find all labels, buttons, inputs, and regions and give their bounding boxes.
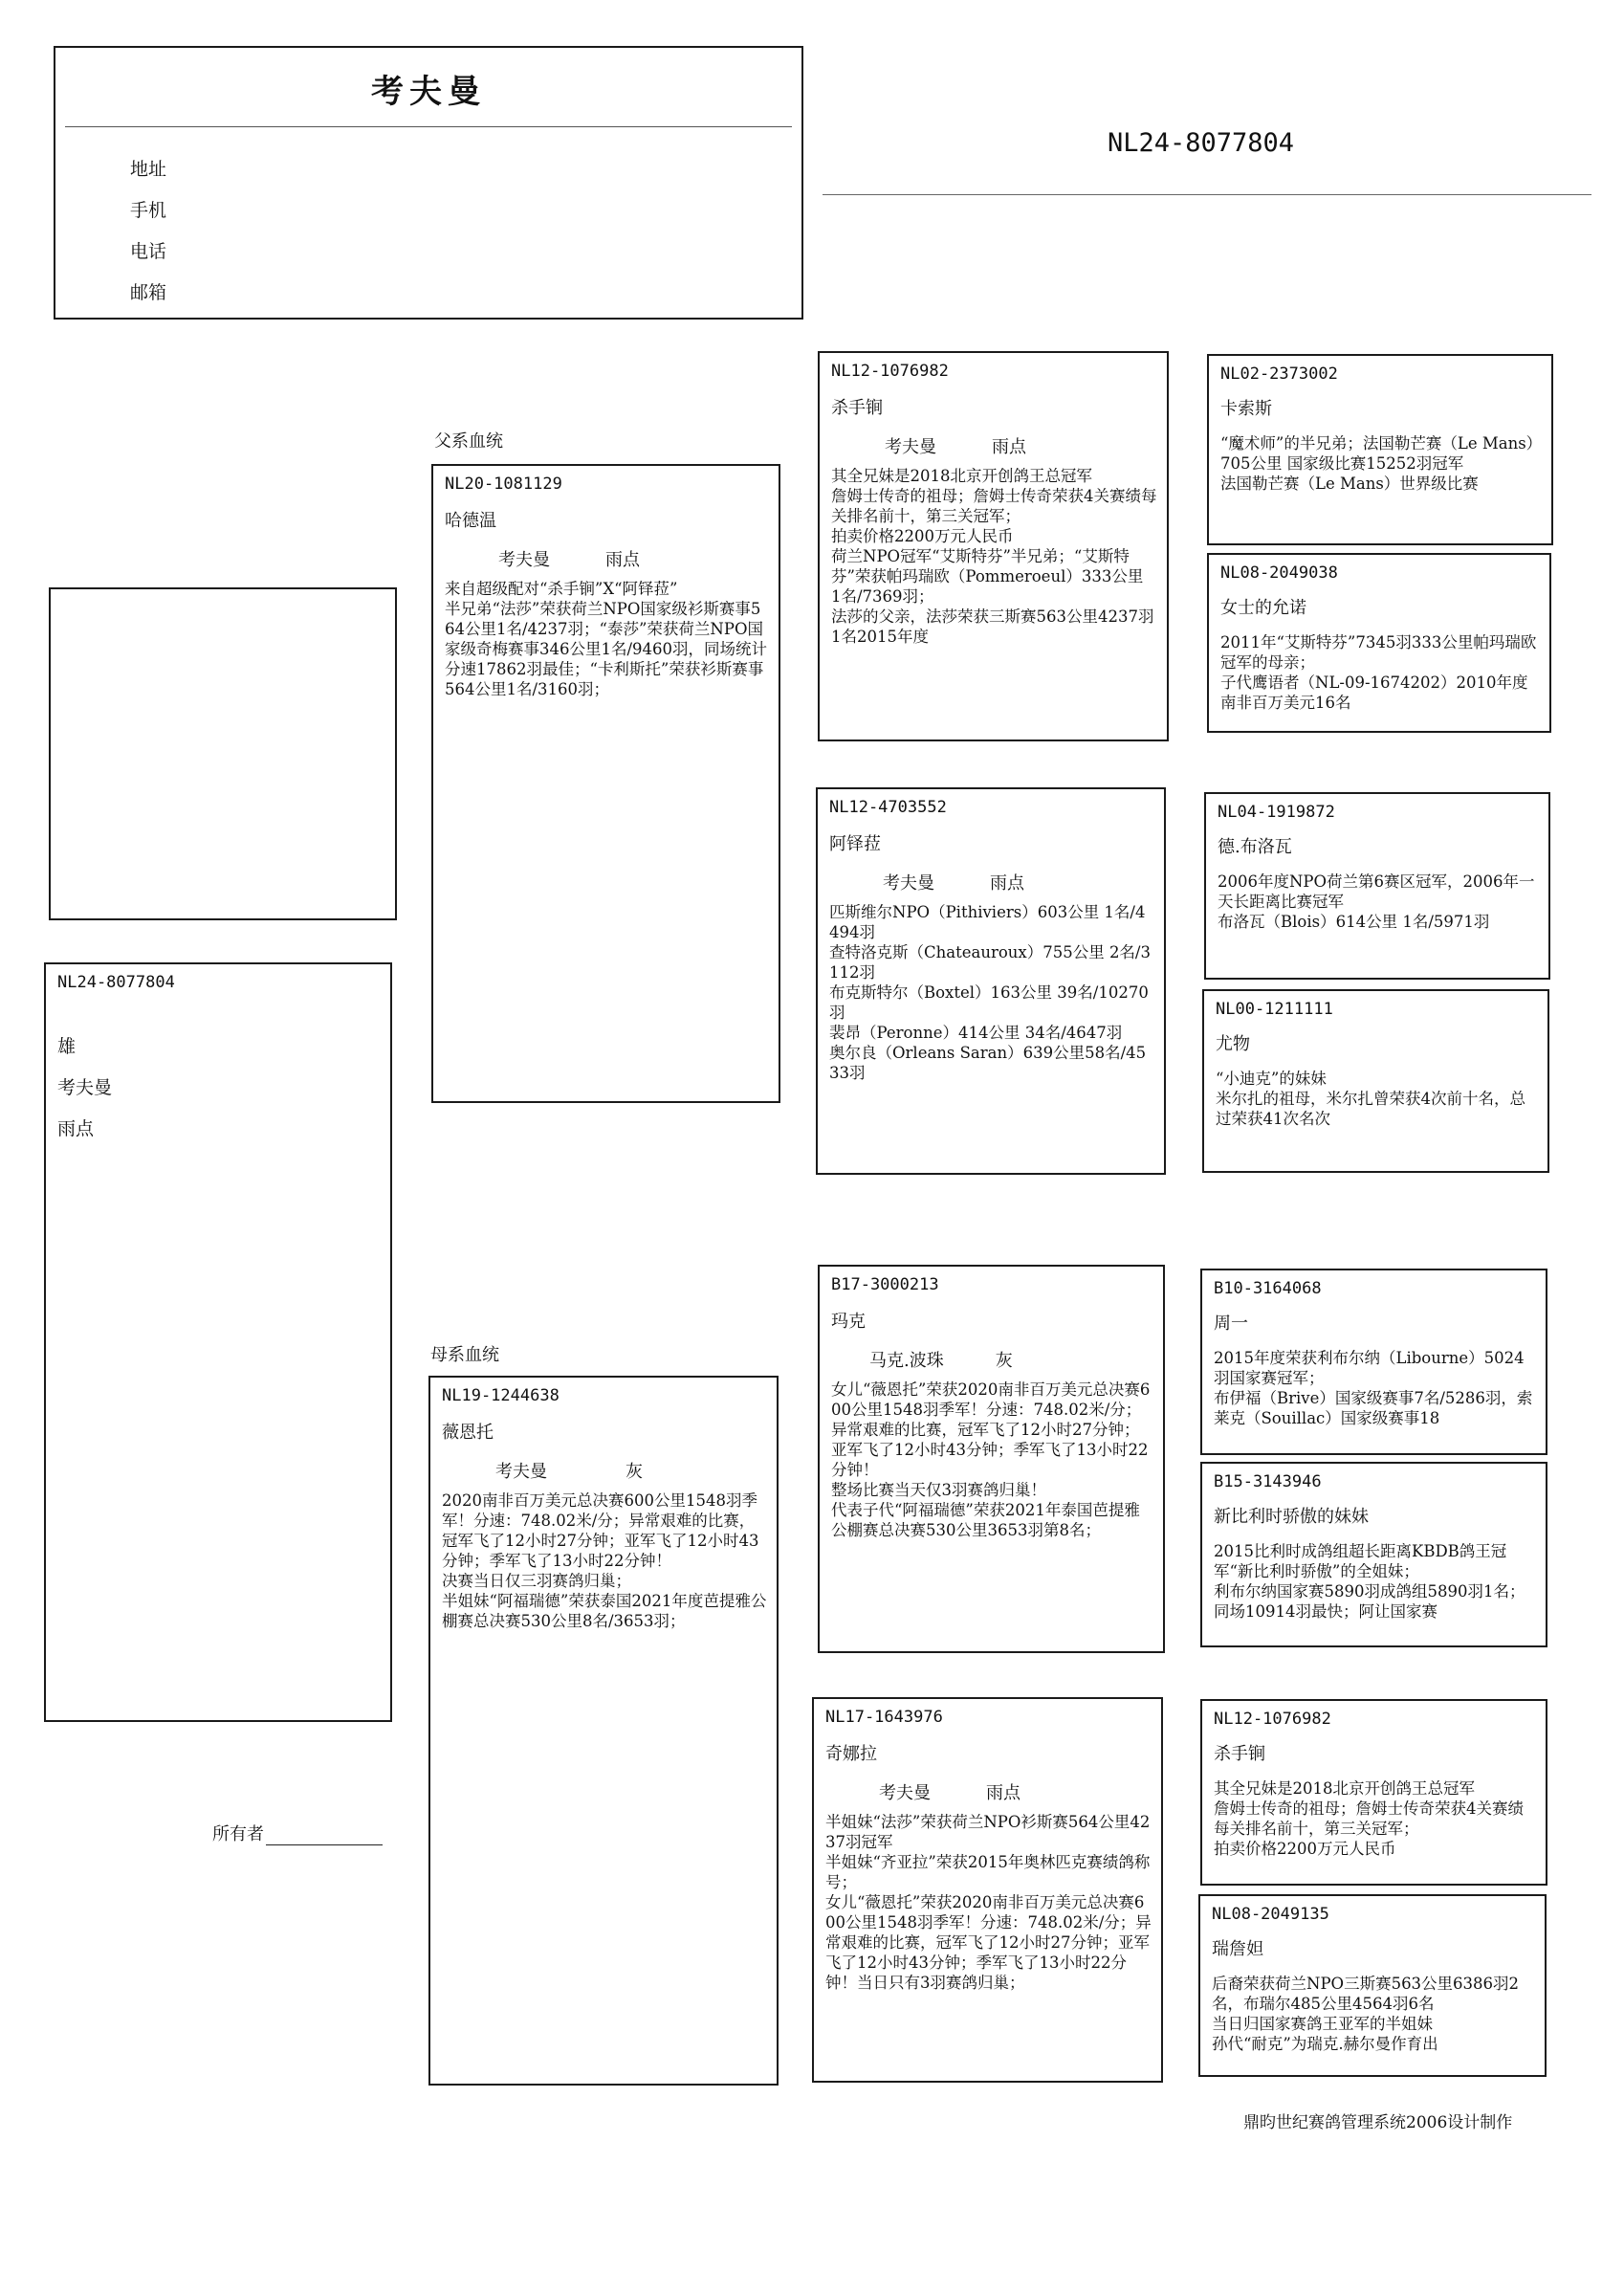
sire-color: 雨点 (605, 550, 640, 570)
dam-dam-name: 奇娜拉 (825, 1744, 877, 1764)
dam-ring: NL19-1244638 (442, 1386, 560, 1405)
top-ring-number: NL24-8077804 (1108, 128, 1295, 158)
dss-ring: B10-3164068 (1214, 1279, 1322, 1298)
sire-dam-breeder: 考夫曼 (883, 873, 934, 894)
dss-card (1200, 1269, 1547, 1455)
footer-credit: 鼎昀世纪赛鸽管理系统2006设计制作 (1243, 2113, 1513, 2132)
ssd-card (1207, 553, 1551, 733)
sire-dam-color: 雨点 (990, 873, 1024, 894)
dss-description: 2015年度荣获利布尔纳（Libourne）5024羽国家赛冠军； 布伊福（Brive）国家级赛事7名/5286羽，索莱克（Souillac）国家级赛事18 (1214, 1349, 1533, 1427)
sds-ring: NL04-1919872 (1218, 803, 1335, 822)
dam-color: 灰 (625, 1462, 643, 1482)
sdd-card (1202, 989, 1549, 1173)
dsd-ring: B15-3143946 (1214, 1472, 1322, 1491)
dds-name: 杀手锏 (1214, 1744, 1265, 1764)
dds-card (1200, 1699, 1547, 1886)
ddd-description: 后裔荣获荷兰NPO三斯赛563公里6386羽2名，布瑞尔485公里4564羽6名 当日归国家赛鸽王亚军的半姐妹 孙代“耐克”为瑞克.赫尔曼作育出 (1212, 1975, 1520, 2053)
dsd-card (1200, 1462, 1547, 1647)
dam-description: 2020南非百万美元总决赛600公里1548羽季军！分速：748.02米/分；异常艰难的比赛，冠军飞了12小时27分钟；亚军飞了12小时43分钟；季军飞了13小时22分钟！ 决赛当日仅三羽赛鸽归巢； 半姐妹“阿福瑞德”荣获泰国2021年度芭提雅公棚赛总决赛530公里8名/3653羽； (442, 1491, 767, 1630)
dam-sire-color: 灰 (995, 1351, 1013, 1371)
ddd-name: 瑞詹妲 (1212, 1939, 1263, 1959)
sire-description: 来自超级配对“杀手锏”X“阿铎菈” 半兄弟“法莎”荣获荷兰NPO国家级衫斯赛事564公里1名/4237羽；“泰莎”荣获荷兰NPO国家级奇梅赛事346公里1名/9460羽，同场统计分速17862羽最佳；“卡利斯托”荣获衫斯赛事564公里1名/3160羽； (445, 580, 768, 698)
sdd-ring: NL00-1211111 (1216, 1000, 1333, 1019)
subject-ring: NL24-8077804 (57, 973, 175, 992)
mobile-label: 手机 (130, 200, 167, 221)
photo-frame (49, 587, 397, 920)
sire-sire-card (818, 351, 1169, 741)
dam-sire-card (818, 1265, 1165, 1653)
sire-line-label: 父系血统 (434, 431, 503, 452)
dsd-name: 新比利时骄傲的妹妹 (1214, 1507, 1369, 1527)
dss-name: 周一 (1214, 1314, 1248, 1334)
ssd-name: 女士的允诺 (1220, 598, 1306, 618)
sire-ring: NL20-1081129 (445, 475, 562, 494)
sire-dam-card (816, 787, 1166, 1175)
dam-sire-name: 玛克 (831, 1312, 866, 1332)
dam-line-label: 母系血统 (430, 1345, 499, 1365)
dsd-description: 2015比利时成鸽组超长距离KBDB鸽王冠军“新比利时骄傲”的全姐妹； 利布尔纳国家赛5890羽成鸽组5890羽1名；同场10914羽最快；阿让国家赛 (1214, 1542, 1525, 1621)
sdd-name: 尤物 (1216, 1034, 1250, 1054)
top-ring-underline (823, 194, 1591, 195)
owner-signature-line (266, 1824, 383, 1845)
sire-name: 哈德温 (445, 511, 496, 531)
sire-breeder: 考夫曼 (498, 550, 550, 570)
sire-card (431, 464, 780, 1103)
subject-color: 雨点 (57, 1118, 95, 1139)
ddd-ring: NL08-2049135 (1212, 1905, 1329, 1924)
dds-description: 其全兄妹是2018北京开创鸽王总冠军 詹姆士传奇的祖母；詹姆士传奇荣获4关赛绩每关排名前十，第三关冠军； 拍卖价格2200万元人民币 (1214, 1779, 1524, 1858)
dam-card (428, 1376, 779, 2086)
dam-sire-description: 女儿“薇恩托”荣获2020南非百万美元总决赛600公里1548羽季军！分速：748.02米/分；异常艰难的比赛，冠军飞了12小时27分钟；亚军飞了12小时43分钟；季军飞了13小时22分钟！ 整场比赛当天仅3羽赛鸽归巢！ 代表子代“阿福瑞德”荣获2021年泰国芭提雅公棚赛总决赛530公里3653羽第8名； (831, 1380, 1151, 1539)
dam-dam-color: 雨点 (986, 1783, 1020, 1803)
ssd-ring: NL08-2049038 (1220, 563, 1338, 583)
dam-dam-card (812, 1697, 1163, 2083)
breeder-header-box (54, 46, 803, 320)
dam-dam-description: 半姐妹“法莎”荣获荷兰NPO衫斯赛564公里4237羽冠军 半姐妹“齐亚拉”荣获2015年奥林匹克赛绩鸽称号； 女儿“薇恩托”荣获2020南非百万美元总决赛600公里1548羽季军！分速：748.02米/分；异常艰难的比赛，冠军飞了12小时27分钟；亚军飞了12小时43分钟；季军飞了13小时22分钟！当日只有3羽赛鸽归巢； (825, 1813, 1152, 1992)
sire-dam-description: 匹斯维尔NPO（Pithiviers）603公里 1名/4494羽 查特洛克斯（Chateauroux）755公里 2名/3112羽 布克斯特尔（Boxtel）163公里 39名/10270羽 裴昂（Peronne）414公里 34名/4647羽 奥尔良（Orleans Saran）639公里58名/4533羽 (829, 903, 1151, 1082)
sss-ring: NL02-2373002 (1220, 364, 1338, 384)
sss-description: “魔术师”的半兄弟；法国勒芒赛（Le Mans）705公里 国家级比赛15252羽冠军 法国勒芒赛（Le Mans）世界级比赛 (1220, 434, 1534, 493)
sds-name: 德.布洛瓦 (1218, 837, 1292, 857)
sire-sire-description: 其全兄妹是2018北京开创鸽王总冠军 詹姆士传奇的祖母；詹姆士传奇荣获4关赛绩每关排名前十，第三关冠军； 拍卖价格2200万元人民币 荷兰NPO冠军“艾斯特芬”半兄弟；“艾斯特芬”荣获帕玛瑞欧（Pommeroeul）333公里 1名/7369羽； 法莎的父亲，法莎荣获三斯赛563公里4237羽1名2015年度 (831, 467, 1157, 646)
email-label: 邮箱 (130, 282, 167, 303)
dds-ring: NL12-1076982 (1214, 1710, 1331, 1729)
sdd-description: “小迪克”的妹妹 米尔扎的祖母，米尔扎曾荣获4次前十名，总过荣获41次名次 (1216, 1070, 1525, 1128)
sire-dam-ring: NL12-4703552 (829, 798, 947, 817)
sire-dam-name: 阿铎菈 (829, 834, 881, 854)
sds-description: 2006年度NPO荷兰第6赛区冠军，2006年一天长距离比赛冠军 布洛瓦（Blois）614公里 1名/5971羽 (1218, 872, 1535, 931)
owner-field (212, 1821, 383, 1845)
subject-sex: 雄 (57, 1036, 77, 1057)
ssd-description: 2011年“艾斯特芬”7345羽333公里帕玛瑞欧冠军的母亲； 子代鹰语者（NL-09-1674202）2010年度南非百万美元16名 (1220, 633, 1537, 712)
sire-sire-color: 雨点 (992, 437, 1026, 457)
subject-breeder: 考夫曼 (57, 1077, 113, 1098)
dam-breeder: 考夫曼 (495, 1462, 547, 1482)
header-divider (65, 126, 792, 127)
breeder-name: 考夫曼 (371, 73, 486, 111)
dam-sire-ring: B17-3000213 (831, 1275, 939, 1294)
sss-name: 卡索斯 (1220, 399, 1272, 419)
sds-card (1204, 792, 1550, 980)
dam-sire-breeder: 马克.波珠 (869, 1351, 944, 1371)
sire-sire-name: 杀手锏 (831, 398, 883, 418)
dam-name: 薇恩托 (442, 1423, 494, 1443)
sire-sire-breeder: 考夫曼 (885, 437, 936, 457)
subject-card (44, 962, 392, 1722)
sss-card (1207, 354, 1553, 545)
address-label: 地址 (130, 159, 167, 180)
owner-label: 所有者 (212, 1824, 264, 1844)
dam-dam-breeder: 考夫曼 (879, 1783, 931, 1803)
ddd-card (1198, 1894, 1547, 2077)
sire-sire-ring: NL12-1076982 (831, 362, 949, 381)
dam-dam-ring: NL17-1643976 (825, 1708, 943, 1727)
phone-label: 电话 (130, 241, 167, 262)
